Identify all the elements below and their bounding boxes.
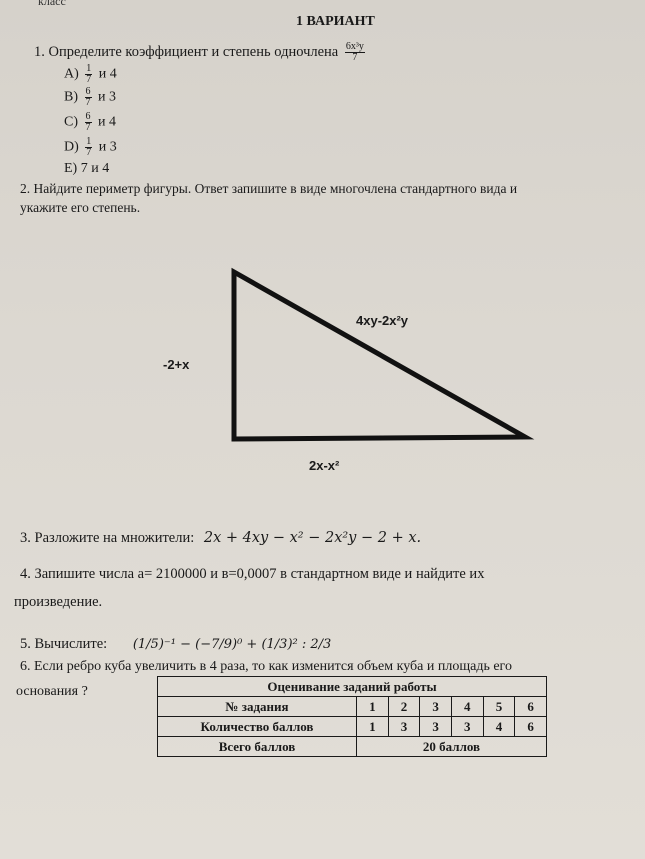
question-3-expression: 2x + 4xy − x² − 2x²y − 2 + x. bbox=[203, 530, 422, 546]
task-number: 5 bbox=[483, 697, 515, 717]
variant-title: 1 ВАРИАНТ bbox=[296, 14, 375, 29]
task-points: 3 bbox=[388, 717, 420, 737]
option-a: A) $\frac{1}{7}$ и 4 bbox=[64, 63, 117, 85]
grading-table bbox=[157, 676, 547, 757]
question-4-line-1: 4. Запишите числа a= 2100000 и в=0,0007 в стандартном виде и найдите их bbox=[20, 566, 485, 582]
grading-table-points-row bbox=[158, 717, 547, 737]
grading-row-label: Количество баллов bbox=[158, 717, 357, 737]
task-points: 3 bbox=[451, 717, 483, 737]
option-c: C) $\frac{6}{7}$ и 4 bbox=[64, 111, 116, 133]
grading-row-label: № задания bbox=[158, 697, 357, 717]
side-left-label: -2+x bbox=[163, 357, 190, 372]
question-3: 3. Разложите на множители: 2x + 4xy − x² − 2x²y − 2 + x. bbox=[20, 530, 422, 546]
task-points: 4 bbox=[483, 717, 515, 737]
option-d: D) $\frac{1}{7}$ и 3 bbox=[64, 136, 117, 158]
task-points: 3 bbox=[420, 717, 452, 737]
side-hypotenuse-label: 4xy-2x²y bbox=[356, 313, 409, 328]
question-2-line-1: 2. Найдите периметр фигуры. Ответ запишите в виде многочлена стандартного вида и bbox=[20, 181, 518, 196]
grading-table-total-row bbox=[158, 737, 547, 757]
question-6-line-1: 6. Если ребро куба увеличить в 4 раза, то как изменится объем куба и площадь его bbox=[20, 659, 512, 674]
side-bottom-label: 2x-x² bbox=[309, 458, 340, 473]
grading-row-label: Всего баллов bbox=[158, 737, 357, 757]
option-b: B) $\frac{6}{7}$ и 3 bbox=[64, 86, 116, 108]
task-number: 3 bbox=[420, 697, 452, 717]
grading-table-title-row bbox=[158, 677, 547, 697]
grading-table-tasks-row bbox=[158, 697, 547, 717]
task-number: 1 bbox=[357, 697, 389, 717]
monomial-fraction: $\frac{\text{6x³y}}{7}$ bbox=[345, 41, 364, 63]
task-points: 6 bbox=[515, 717, 547, 737]
class-label: класс bbox=[38, 0, 66, 8]
question-5-expression: (1/5)⁻¹ − (−7/9)⁰ + (1/3)² : 2/3 bbox=[132, 637, 332, 652]
option-e: E) 7 и 4 bbox=[64, 161, 110, 176]
task-points: 1 bbox=[357, 717, 389, 737]
task-number: 2 bbox=[388, 697, 420, 717]
task-number: 6 bbox=[515, 697, 547, 717]
grading-table-title: Оценивание заданий работы bbox=[158, 677, 547, 697]
question-2-line-2: укажите его степень. bbox=[20, 200, 141, 215]
question-5: 5. Вычислите: (1/5)⁻¹ − (−7/9)⁰ + (1/3)² : 2/3 bbox=[20, 636, 332, 652]
total-points: 20 баллов bbox=[357, 737, 547, 757]
task-number: 4 bbox=[451, 697, 483, 717]
question-4-line-2: произведение. bbox=[14, 594, 103, 610]
question-6-line-2: основания ? bbox=[16, 684, 88, 699]
question-1-text: 1. Определите коэффициент и степень одночлена bbox=[34, 43, 339, 60]
